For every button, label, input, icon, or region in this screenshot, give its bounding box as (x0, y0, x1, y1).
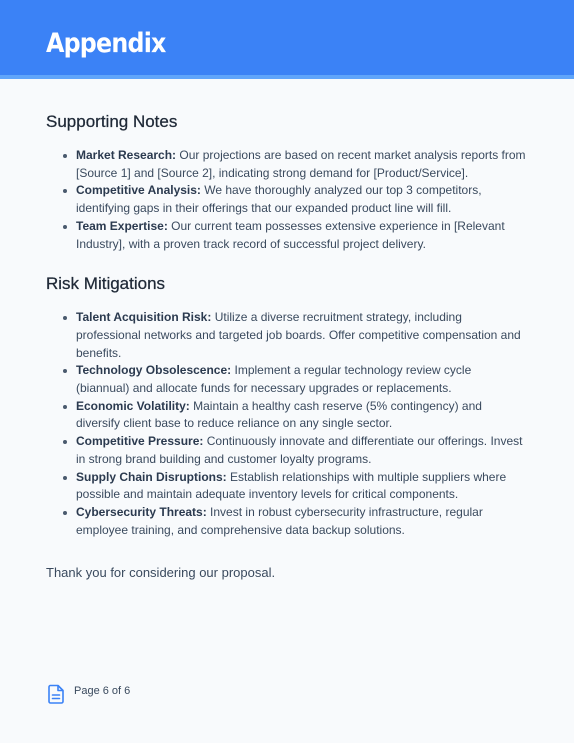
item-label: Talent Acquisition Risk: (76, 310, 212, 325)
main-content (46, 111, 526, 582)
list-item (76, 504, 526, 539)
item-text: We have thoroughly analyzed our top 3 competitors, identifying gaps in their offerings that our expanded product line will fill. (76, 183, 482, 216)
closing-text: Thank you for considering our proposal. (46, 565, 276, 581)
item-text: Our projections are based on recent market analysis reports from [Source 1] and [Source 2], indicating strong demand for [Product/Service]. (76, 148, 526, 180)
supporting-notes-heading: Supporting Notes (46, 112, 178, 131)
item-text: Establish relationships with multiple suppliers where possible and maintain adequate inventory levels for critical components. (76, 469, 507, 502)
risk-mitigations-list (46, 309, 526, 539)
page-header (0, 0, 574, 79)
list-item (76, 469, 526, 504)
risk-mitigations-heading: Risk Mitigations (46, 274, 166, 294)
item-label: Economic Volatility: (76, 398, 190, 413)
list-item (76, 433, 526, 468)
item-text: Maintain a healthy cash reserve (5% contingency) and diversify client base to reduce reliance on any single sector. (76, 398, 482, 431)
item-text: Invest in robust cybersecurity infrastructure, regular employee training, and comprehensive data backup solutions. (76, 504, 483, 537)
list-item (76, 147, 526, 182)
item-text: Our current team possesses extensive experience in [Relevant Industry], with a proven track record of successful project delivery. (76, 218, 505, 251)
item-text: Continuously innovate and differentiate our offerings. Invest in strong brand building and customer loyalty programs. (76, 434, 523, 466)
list-item (76, 362, 526, 397)
item-label: Technology Obsolescence: (76, 363, 232, 378)
item-label: Supply Chain Disruptions: (76, 469, 227, 484)
item-label: Competitive Analysis: (76, 183, 201, 198)
supporting-notes-list (46, 147, 526, 253)
list-item (76, 182, 526, 217)
item-label: Cybersecurity Threats: (76, 504, 207, 519)
item-label: Market Research: (76, 148, 177, 162)
list-item (76, 218, 526, 253)
item-text: Utilize a diverse recruitment strategy, including professional networks and targeted job boards. Offer competitive compensation and benefits. (76, 310, 521, 360)
page-number: Page 6 of 6 (74, 685, 131, 697)
item-label: Competitive Pressure: (76, 434, 204, 449)
list-item (76, 309, 526, 362)
document-icon (47, 684, 65, 704)
item-label: Team Expertise: (76, 218, 168, 233)
item-text: Implement a regular technology review cycle (biannual) and allocate funds for necessary upgrades or replacements. (76, 363, 472, 396)
page-title: Appendix (46, 28, 166, 59)
list-item (76, 398, 526, 433)
